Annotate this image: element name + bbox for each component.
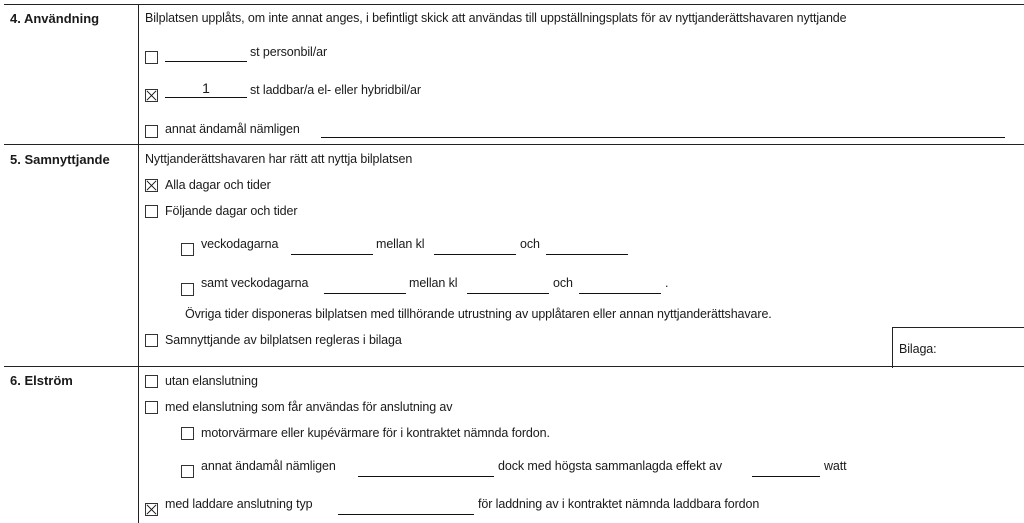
section-4 — [4, 4, 1024, 145]
checkbox-laddare[interactable] — [145, 503, 158, 516]
checkbox-samnyttjande-bilaga[interactable] — [145, 334, 158, 347]
och-field-2[interactable] — [579, 277, 661, 294]
effekt-field[interactable] — [752, 460, 820, 477]
foljande-dagar-label: Följande dagar och tider — [165, 204, 298, 218]
veckodagarna-label: veckodagarna — [201, 237, 279, 251]
section-5-intro: Nyttjanderättshavaren har rätt att nyttja bilplatsen — [145, 152, 413, 166]
utan-elanslutning-label: utan elanslutning — [165, 374, 258, 388]
checkbox-utan-elanslutning[interactable] — [145, 375, 158, 388]
bilaga-label: Bilaga: — [899, 342, 937, 356]
period-mark: . — [665, 276, 669, 290]
laddbar-count-field[interactable]: 1 — [165, 81, 247, 98]
check-x-icon — [146, 180, 157, 191]
mellan-kl-field-1[interactable] — [434, 238, 516, 255]
mellan-kl-label-1: mellan kl — [376, 237, 425, 251]
bilaga-box[interactable] — [892, 327, 1024, 368]
checkbox-veckodagarna[interactable] — [181, 243, 194, 256]
samnyttjande-bilaga-label: Samnyttjande av bilplatsen regleras i bilaga — [165, 333, 402, 347]
och-label-1: och — [520, 237, 540, 251]
checkbox-alla-dagar[interactable] — [145, 179, 158, 192]
mellan-kl-field-2[interactable] — [467, 277, 549, 294]
check-x-icon — [146, 90, 157, 101]
section-4-label-cell — [4, 5, 139, 145]
motorvarmare-label: motorvärmare eller kupévärmare för i kontraktet nämnda fordon. — [201, 426, 550, 440]
och-label-2: och — [553, 276, 573, 290]
checkbox-med-elanslutning[interactable] — [145, 401, 158, 414]
checkbox-motorvarmare[interactable] — [181, 427, 194, 440]
annat-andamal-el-label: annat ändamål nämligen — [201, 459, 336, 473]
checkbox-samt-veckodagarna[interactable] — [181, 283, 194, 296]
med-elanslutning-label: med elanslutning som får användas för anslutning av — [165, 400, 453, 414]
annat-andamal-label: annat ändamål nämligen — [165, 122, 300, 136]
laddare-label: med laddare anslutning typ — [165, 497, 313, 511]
checkbox-annat-andamal-el[interactable] — [181, 465, 194, 478]
section-4-intro: Bilplatsen upplåts, om inte annat anges, i befintligt skick att användas till uppställningsplats för av nyttjanderättshavaren nyttjande — [145, 11, 847, 25]
watt-label: watt — [824, 459, 847, 473]
annat-andamal-el-field[interactable] — [358, 460, 494, 477]
alla-dagar-label: Alla dagar och tider — [165, 178, 271, 192]
section-6-label-cell — [4, 367, 139, 523]
mellan-kl-label-2: mellan kl — [409, 276, 458, 290]
section-6 — [4, 366, 1024, 523]
dock-label: dock med högsta sammanlagda effekt av — [498, 459, 722, 473]
ovriga-tider-text: Övriga tider disponeras bilplatsen med tillhörande utrustning av upplåtaren eller annan nyttjanderättshavare. — [185, 307, 772, 321]
section-6-label: 6. Elström — [10, 373, 73, 388]
for-laddning-label: för laddning av i kontraktet nämnda laddbara fordon — [478, 497, 760, 511]
och-field-1[interactable] — [546, 238, 628, 255]
personbil-count-field[interactable] — [165, 45, 247, 62]
laddare-typ-field[interactable] — [338, 498, 474, 515]
section-5-label-cell — [4, 145, 139, 367]
annat-andamal-field[interactable] — [321, 121, 1005, 138]
checkbox-personbil[interactable] — [145, 51, 158, 64]
checkbox-annat-andamal[interactable] — [145, 125, 158, 138]
section-5 — [4, 144, 1024, 367]
personbil-label: st personbil/ar — [250, 45, 328, 59]
section-4-label: 4. Användning — [10, 11, 100, 26]
checkbox-foljande-dagar[interactable] — [145, 205, 158, 218]
veckodagarna-field[interactable] — [291, 238, 373, 255]
samt-veckodagarna-field[interactable] — [324, 277, 406, 294]
laddbar-label: st laddbar/a el- eller hybridbil/ar — [250, 83, 421, 97]
check-x-icon — [146, 504, 157, 515]
section-5-label: 5. Samnyttjande — [10, 152, 110, 167]
checkbox-laddbar[interactable] — [145, 89, 158, 102]
samt-veckodagarna-label: samt veckodagarna — [201, 276, 309, 290]
